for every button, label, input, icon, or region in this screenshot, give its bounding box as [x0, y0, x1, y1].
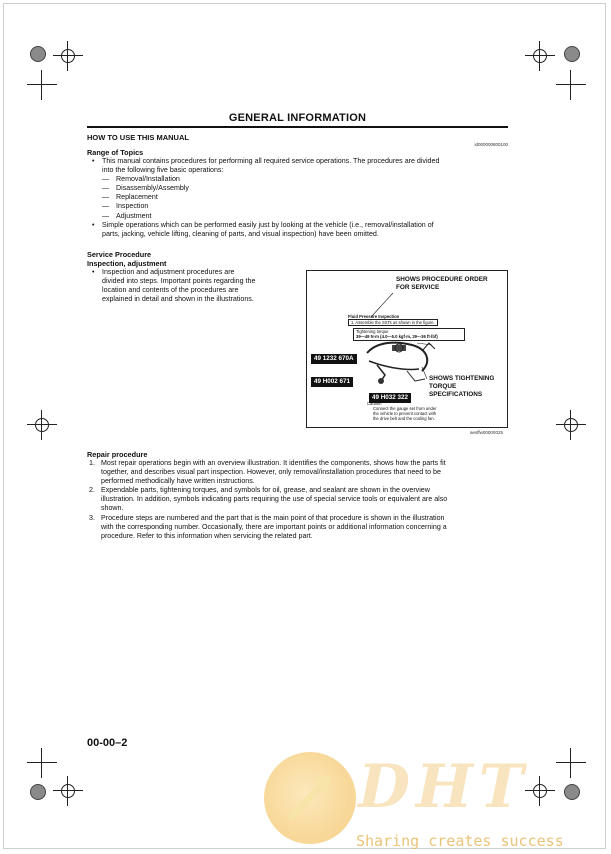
registration-crosshair — [556, 410, 586, 440]
watermark-logo-text: DHT — [358, 752, 530, 822]
document-id: id000000800100 — [474, 142, 508, 147]
list-item: 3. Procedure steps are numbered and the part that is the main point of that procedure is shown in the illustration — [89, 513, 445, 522]
title-divider — [87, 126, 508, 128]
registration-crosshair — [53, 41, 83, 71]
fluid-inspection-title: Fluid Pressure Inspection — [348, 314, 400, 319]
page-border — [3, 3, 606, 849]
registration-crosshair — [525, 41, 555, 71]
operation-item: — Inspection — [102, 202, 149, 211]
service-procedure-heading: Service Procedure — [87, 250, 152, 259]
list-item: into the following five basic operations: — [102, 166, 224, 175]
registration-crosshair — [27, 748, 57, 778]
caution-note: Caution Connect the gauge set from under the vehicle to prevent contact with the drive belt and the cooling fan. — [367, 401, 437, 421]
page-title: GENERAL INFORMATION — [228, 112, 367, 124]
sst-label: 49 1232 670A — [311, 354, 357, 364]
registration-dot — [564, 784, 580, 800]
range-of-topics-body — [92, 157, 512, 239]
inspection-adjustment-heading: Inspection, adjustment — [87, 259, 167, 268]
registration-dot — [30, 784, 46, 800]
service-procedure-body: • Inspection and adjustment procedures are divided into steps. Important points regarding the location and contents of the procedures are explained in detail and shown in the illustrations. — [92, 268, 302, 304]
list-item: • Simple operations which can be performed easily just by looking at the vehicle (i.e., removal/installation of — [92, 220, 434, 229]
list-item: • This manual contains procedures for performing all required service operations. The procedures are divided — [92, 157, 440, 165]
watermark-slogan: Sharing creates success — [356, 832, 564, 850]
list-item: • Inspection and adjustment procedures are — [92, 268, 235, 276]
page-number: 00-00–2 — [87, 737, 128, 749]
callout-procedure-order: SHOWS PROCEDURE ORDER FOR SERVICE — [396, 276, 488, 291]
repair-procedure-list: 1. Most repair operations begin with an overview illustration. It identifies the components, shows how the parts fit together, and describes visual part inspection. However, only removal/installation procedures that need to be performed methodically have written instructions. 2. Expendable parts, tightening torques, and symbols for oil, grease, and sealant are shown in the overview illustration. In addition, symbols indicating parts requiring the use of special service tools or equivalent are also shown. 3. Procedure steps are numbered and the part that is the main point of that procedure is shown in the illustration with the corresponding number. Occasionally, there are important points or additional information concerning a procedure. Refer to this information when servicing the related part. — [89, 459, 514, 541]
registration-crosshair — [27, 410, 57, 440]
callout-torque-specs: SHOWS TIGHTENING TORQUE SPECIFICATIONS — [429, 375, 495, 398]
registration-dot — [30, 46, 46, 62]
registration-crosshair — [556, 748, 586, 778]
range-of-topics-heading: Range of Topics — [87, 148, 144, 157]
operation-item: — Disassembly/Assembly — [102, 184, 189, 193]
registration-dot — [564, 46, 580, 62]
registration-crosshair — [525, 776, 555, 806]
sst-label: 49 H032 322 — [369, 393, 411, 403]
operation-item: — Replacement — [102, 193, 158, 202]
registration-crosshair — [53, 776, 83, 806]
sst-label: 49 H002 671 — [311, 377, 353, 387]
list-item: parts, jacking, vehicle lifting, cleaning of parts, and visual inspection) have been omitted. — [102, 229, 379, 238]
fluid-inspection-step: 1. Assemble the SSTs as shown in the figure. — [348, 319, 438, 326]
operation-item: — Removal/Installation — [102, 175, 180, 184]
section-heading: HOW TO USE THIS MANUAL — [87, 133, 189, 142]
registration-crosshair — [556, 70, 586, 100]
list-item: 1. Most repair operations begin with an overview illustration. It identifies the components, shows how the parts fit — [89, 459, 446, 467]
figure-id: aesffw00000025 — [470, 430, 503, 435]
registration-crosshair — [27, 70, 57, 100]
list-item: 2. Expendable parts, tightening torques, and symbols for oil, grease, and sealant are shown in the overview — [89, 486, 430, 495]
torque-spec-box: Tightening torque 39—49 N·m {4.0—5.0 kgf·m, 29—36 ft·lbf} — [353, 328, 465, 341]
example-illustration — [306, 270, 508, 428]
operation-item: — Adjustment — [102, 211, 152, 220]
repair-procedure-heading: Repair procedure — [87, 450, 148, 459]
watermark-arrow-icon — [282, 766, 342, 826]
